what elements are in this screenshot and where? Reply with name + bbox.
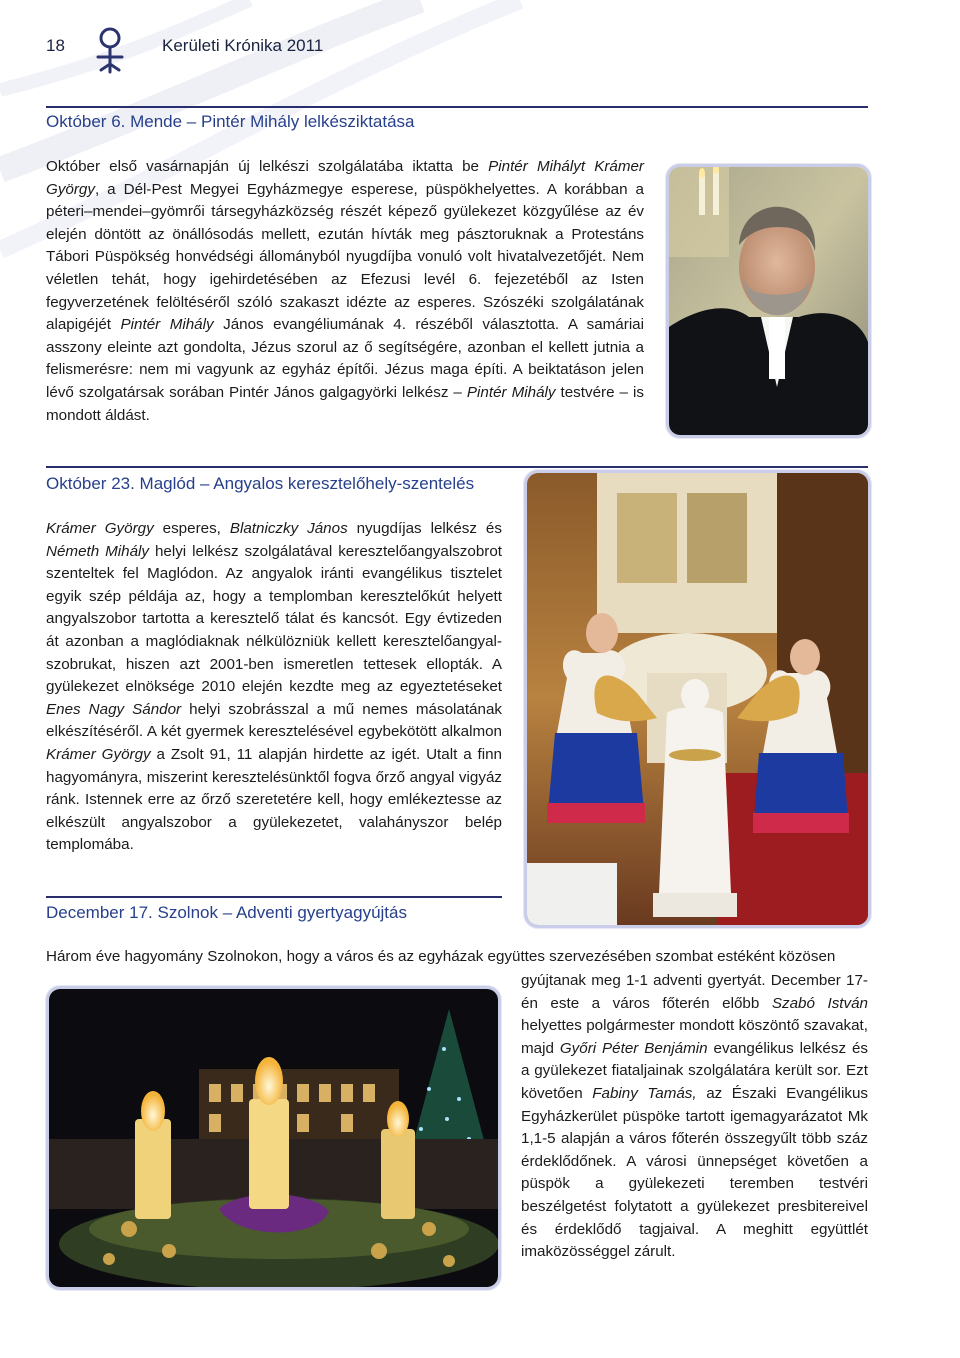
photo-angel-statue xyxy=(524,470,871,928)
text-span: testvére – is mondott áldást. xyxy=(46,383,644,424)
text-span: helyettes polgármester mondott köszöntő szavakat, majd xyxy=(521,1017,868,1057)
section-title-maglod: Október 23. Maglód – Angyalos keresztelőhely-szentelés xyxy=(46,474,475,493)
article-lead-szolnok: Három éve hagyomány Szolnokon, hogy a város és az egyházak együttes szervezésében szombat estéként közösen xyxy=(46,948,836,965)
journal-title: Kerületi Krónika 2011 xyxy=(162,36,324,55)
article-text-mende xyxy=(46,156,644,427)
text-span: nyugdíjas lelkész és xyxy=(347,520,502,537)
italic-name-span: Győri Péter Benjámin xyxy=(559,1039,708,1057)
italic-name-span: Enes Nagy Sándor xyxy=(46,700,182,718)
text-span: helyi szobrásszal a mű nemes másolatának elkészítéséről. A két gyermek keresztelésével egybekötött alkalmon xyxy=(46,700,502,741)
text-span: esperes, xyxy=(153,520,230,537)
article-text-szolnok xyxy=(521,970,868,1264)
section-divider xyxy=(46,466,868,468)
cross-rose-logo-icon xyxy=(88,24,132,74)
text-span: János evangéliumának 4. részéből választotta. A samáriai asszony eleinte azt gondolta, Jézus szorul az ő segítségére, azonban el kellett jutnia a felismerésre: nem mi vagyunk az egyház építői. Jézus maga építi. A beiktatáson jelen lévő szolgatársak sorában Pintér János galgagyörki lelkész – xyxy=(46,316,645,401)
italic-name-span: Fabiny Tamás, xyxy=(592,1084,697,1102)
article-text-maglod xyxy=(46,518,502,857)
text-span: a Zsolt 91, 11 alapján hirdette az igét. Utalt a finn hagyományra, miszerint keresztelésünktől fogva őrző angyal vigyáz ránk. Istennek erre az őrző szeretetére kell, hogy emlékeztesse az elkészült angyalszobor a gyülekezetet, valahányszor belép templomába. xyxy=(46,745,502,854)
section-divider xyxy=(46,896,502,898)
text-span: gyújtanak meg 1-1 adventi gyertyát. December 17-én este a város főterén előbb xyxy=(521,972,868,1012)
italic-name-span: Krámer György xyxy=(46,520,154,537)
photo-advent-wreath xyxy=(46,986,501,1290)
text-span: , a Dél-Pest Megyei Egyházmegye esperese, püspökhelyettes. A korábban a péteri–mendei–gyömrői társegyházközség részét képező gyülekezet közgyűlése az év elején döntött az önállósodás mellett, ezután hívták meg pásztoruknak a Protestáns Tábori Püspökség honvédségi állományból nyugdíjba vonuló volt hivatalvezetőjét. Nem véletlen tehát, hogy igehirdetésében az Efezusi levél 6. fejezetéből az Isten fegyverzetének felöltéséről szóló szakaszt idézte az esperes. Szószéki szolgálatának alapigéjét xyxy=(46,180,644,334)
italic-name-span: Pintér Mihály xyxy=(120,316,214,334)
italic-name-span: Szabó István xyxy=(771,994,868,1012)
section-divider xyxy=(46,106,868,108)
italic-name-span: Pintér Mihályt Krámer György xyxy=(46,158,644,198)
section-title-mende: Október 6. Mende – Pintér Mihály lelkésziktatása xyxy=(46,112,415,131)
italic-name-span: Krámer György xyxy=(46,745,151,763)
text-span: helyi lelkész szolgálatával keresztelőangyalszobrot szenteltek fel Maglódon. Az angyalok iránti evangélikus tisztelet egyik szép példája az, hogy a templomban keresztelőkút helyett angyalszobor tartotta a keresztelő tálat és kancsót. Egy évtizeden át azonban a maglódiaknak nélkülözniük kellett keresztelőangyal-szobrukat, hiszen azt 2001-ben ismeretlen tettesek ellopták. A gyülekezet elnöksége 2010 elején kezdte meg az egyeztetéseket xyxy=(46,542,502,696)
text-span: evangélikus lelkész és a gyülekezet fiataljainak szolgálatára került sor. Ezt követően xyxy=(521,1039,868,1102)
text-span: az Északi Evangélikus Egyházkerület püspöke tartott igemagyarázatot Mk 1,1-5 alapján a város főterén összegyűlt több száz érdeklődőnek. A városi ünnepséget követően a püspök a gyülekezeti teremben testvéri beszélgetést folytatott a gyülekezet presbitereivel és érdeklődő tagjaival. A meghitt együttlét imaközösséggel zárult. xyxy=(521,1084,868,1261)
italic-name-span: Németh Mihály xyxy=(46,542,150,560)
section-title-szolnok: December 17. Szolnok – Adventi gyertyagyújtás xyxy=(46,903,407,922)
italic-name-span: Blatniczky János xyxy=(229,520,348,537)
italic-name-span: Pintér Mihály xyxy=(466,383,556,401)
text-span: Október első vasárnapján új lelkészi szolgálatába iktatta be xyxy=(46,158,489,175)
page-number: 18 xyxy=(46,36,65,55)
photo-pastor xyxy=(666,164,871,438)
